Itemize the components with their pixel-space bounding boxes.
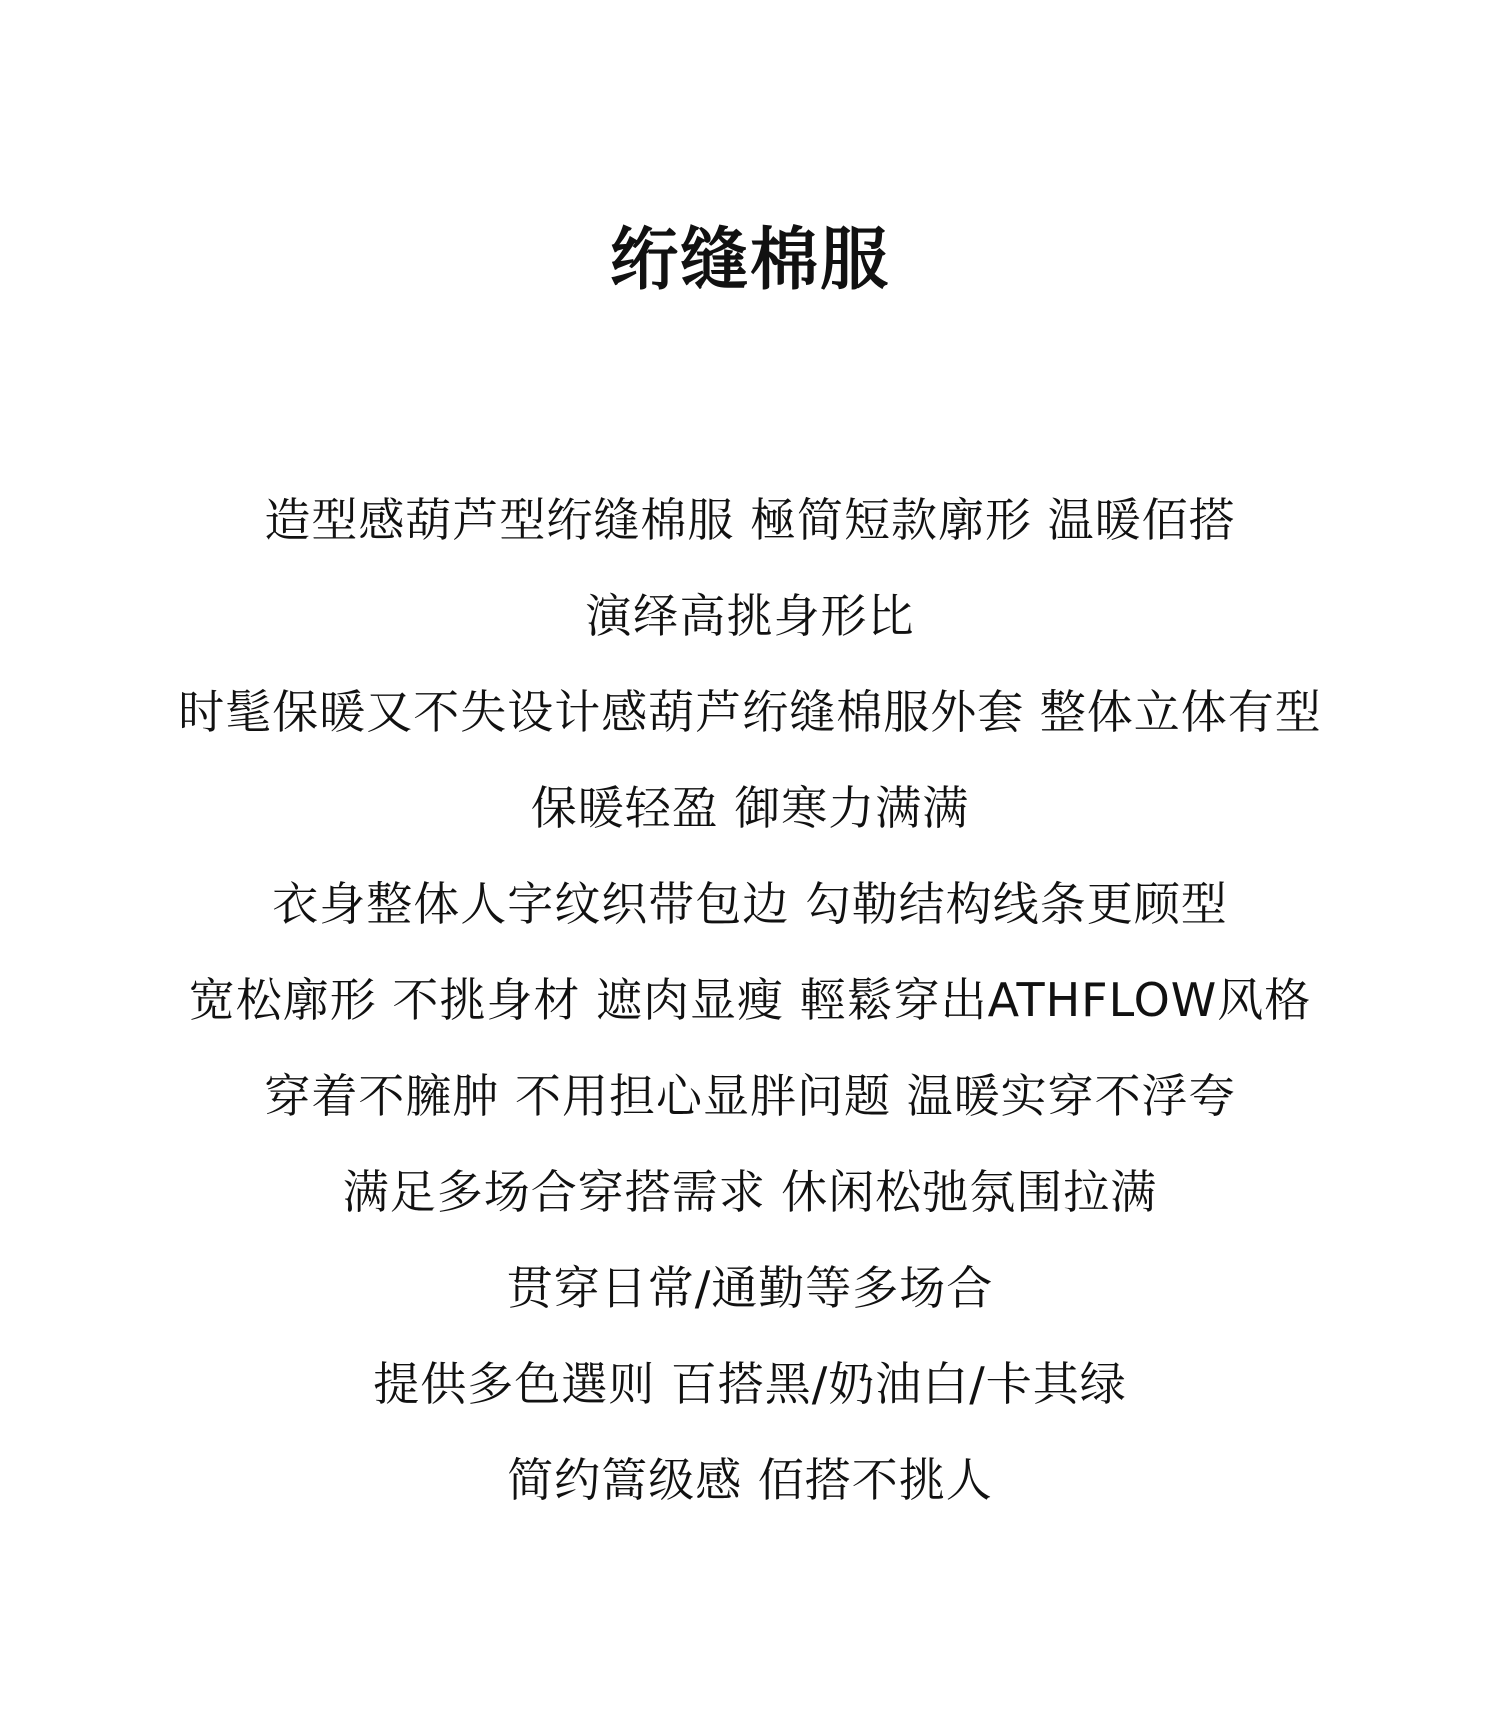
description-line: 简约篙级感 佰搭不挑人 bbox=[507, 1453, 993, 1507]
description-line: 满足多场合穿搭需求 休闲松弛氛围拉满 bbox=[342, 1165, 1158, 1219]
description-line: 贯穿日常/通勤等多场合 bbox=[506, 1261, 994, 1315]
description-line: 演绎高挑身形比 bbox=[585, 589, 915, 643]
description-line: 衣身整体人字纹织带包边 勾勒结构线条更顾型 bbox=[272, 877, 1228, 931]
description-line: 宽松廓形 不挑身材 遮肉显瘦 輕鬆穿出ATHFLOW风格 bbox=[188, 973, 1312, 1027]
description-line: 保暖轻盈 御寒力满满 bbox=[530, 781, 970, 835]
description-line: 提供多色選则 百搭黑/奶油白/卡其绿 bbox=[373, 1357, 1127, 1411]
page-title: 绗缝棉服 bbox=[609, 220, 890, 300]
description-line: 造型感葫芦型绗缝棉服 極简短款廓形 温暖佰搭 bbox=[264, 493, 1236, 547]
description-text-block bbox=[0, 472, 1500, 1528]
description-line: 穿着不臃肿 不用担心显胖问题 温暖实穿不浮夸 bbox=[264, 1069, 1236, 1123]
description-line: 时髦保暖又不失设计感葫芦绗缝棉服外套 整体立体有型 bbox=[178, 685, 1322, 739]
